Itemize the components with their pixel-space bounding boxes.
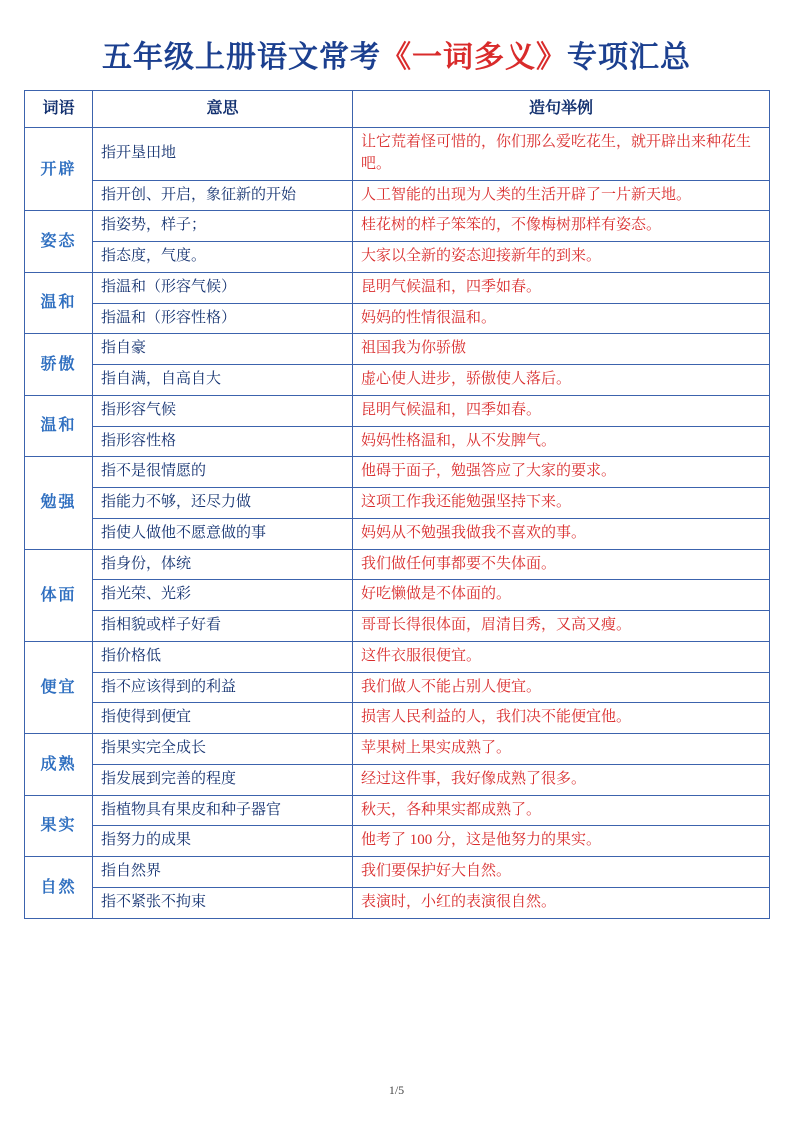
meaning-cell: 指相貌或样子好看 [93,611,353,642]
meaning-cell: 指开创、开启，象征新的开始 [93,180,353,211]
meaning-cell: 指能力不够，还尽力做 [93,488,353,519]
example-cell: 这件衣服很便宜。 [353,641,770,672]
example-cell: 我们要保护好大自然。 [353,857,770,888]
example-cell: 他考了 100 分，这是他努力的果实。 [353,826,770,857]
title-tail: 专项汇总 [567,41,691,74]
meaning-cell: 指开垦田地 [93,128,353,181]
column-header-word: 词语 [25,91,93,128]
example-cell: 他碍于面子，勉强答应了大家的要求。 [353,457,770,488]
title-highlight: 《一词多义》 [381,41,567,74]
example-cell: 经过这件事，我好像成熟了很多。 [353,764,770,795]
meaning-cell: 指自然界 [93,857,353,888]
page-number: 1/5 [388,1083,405,1097]
table-row [25,580,770,611]
example-cell: 损害人民利益的人，我们决不能便宜他。 [353,703,770,734]
table-row [25,672,770,703]
example-cell: 人工智能的出现为人类的生活开辟了一片新天地。 [353,180,770,211]
example-cell: 大家以全新的姿态迎接新年的到来。 [353,242,770,273]
meaning-cell: 指发展到完善的程度 [93,764,353,795]
table-row [25,611,770,642]
page-title [24,32,769,76]
meaning-cell: 指植物具有果皮和种子器官 [93,795,353,826]
meaning-cell: 指光荣、光彩 [93,580,353,611]
table-row [25,826,770,857]
table-row [25,272,770,303]
example-cell: 我们做任何事都要不失体面。 [353,549,770,580]
meaning-cell: 指自豪 [93,334,353,365]
word-cell: 温和 [25,272,93,334]
table-row [25,734,770,765]
meaning-cell: 指努力的成果 [93,826,353,857]
table-row [25,549,770,580]
example-cell: 哥哥长得很体面，眉清目秀，又高又瘦。 [353,611,770,642]
column-header-example: 造句举例 [353,91,770,128]
word-cell: 开辟 [25,128,93,211]
example-cell: 表演时，小红的表演很自然。 [353,887,770,918]
example-cell: 妈妈性格温和，从不发脾气。 [353,426,770,457]
table-row [25,457,770,488]
meaning-cell: 指价格低 [93,641,353,672]
meaning-cell: 指温和（形容气候） [93,272,353,303]
meaning-cell: 指温和（形容性格） [93,303,353,334]
example-cell: 让它荒着怪可惜的，你们那么爱吃花生，就开辟出来种花生吧。 [353,128,770,181]
meaning-cell: 指不应该得到的利益 [93,672,353,703]
table-row [25,365,770,396]
table-row [25,764,770,795]
table-body [25,128,770,919]
word-cell: 勉强 [25,457,93,549]
vocabulary-table [24,90,770,919]
word-cell: 自然 [25,857,93,919]
table-row [25,795,770,826]
word-cell: 体面 [25,549,93,641]
meaning-cell: 指果实完全成长 [93,734,353,765]
table-row [25,703,770,734]
meaning-cell: 指使人做他不愿意做的事 [93,518,353,549]
meaning-cell: 指不是很情愿的 [93,457,353,488]
table-row [25,334,770,365]
meaning-cell: 指使得到便宜 [93,703,353,734]
example-cell: 好吃懒做是不体面的。 [353,580,770,611]
example-cell: 桂花树的样子笨笨的，不像梅树那样有姿态。 [353,211,770,242]
title-lead: 五年级上册语文常考 [102,41,381,74]
word-cell: 成熟 [25,734,93,796]
meaning-cell: 指自满，自高自大 [93,365,353,396]
example-cell: 妈妈的性情很温和。 [353,303,770,334]
table-row [25,488,770,519]
table-row [25,128,770,181]
table-row [25,395,770,426]
table-header-row [25,91,770,128]
example-cell: 虚心使人进步，骄傲使人落后。 [353,365,770,396]
example-cell: 苹果树上果实成熟了。 [353,734,770,765]
table-row [25,211,770,242]
table-row [25,180,770,211]
table-row [25,303,770,334]
table-row [25,641,770,672]
word-cell: 温和 [25,395,93,457]
example-cell: 妈妈从不勉强我做我不喜欢的事。 [353,518,770,549]
example-cell: 这项工作我还能勉强坚持下来。 [353,488,770,519]
word-cell: 果实 [25,795,93,857]
table-row [25,426,770,457]
word-cell: 便宜 [25,641,93,733]
word-cell: 姿态 [25,211,93,273]
meaning-cell: 指形容性格 [93,426,353,457]
column-header-meaning: 意思 [93,91,353,128]
table-row [25,242,770,273]
meaning-cell: 指不紧张不拘束 [93,887,353,918]
table-row [25,887,770,918]
meaning-cell: 指姿势，样子； [93,211,353,242]
example-cell: 秋天，各种果实都成熟了。 [353,795,770,826]
meaning-cell: 指形容气候 [93,395,353,426]
table-header [25,91,770,128]
example-cell: 祖国我为你骄傲 [353,334,770,365]
table-row [25,518,770,549]
example-cell: 昆明气候温和，四季如春。 [353,272,770,303]
meaning-cell: 指态度，气度。 [93,242,353,273]
meaning-cell: 指身份，体统 [93,549,353,580]
word-cell: 骄傲 [25,334,93,396]
table-row [25,857,770,888]
example-cell: 我们做人不能占别人便宜。 [353,672,770,703]
example-cell: 昆明气候温和，四季如春。 [353,395,770,426]
